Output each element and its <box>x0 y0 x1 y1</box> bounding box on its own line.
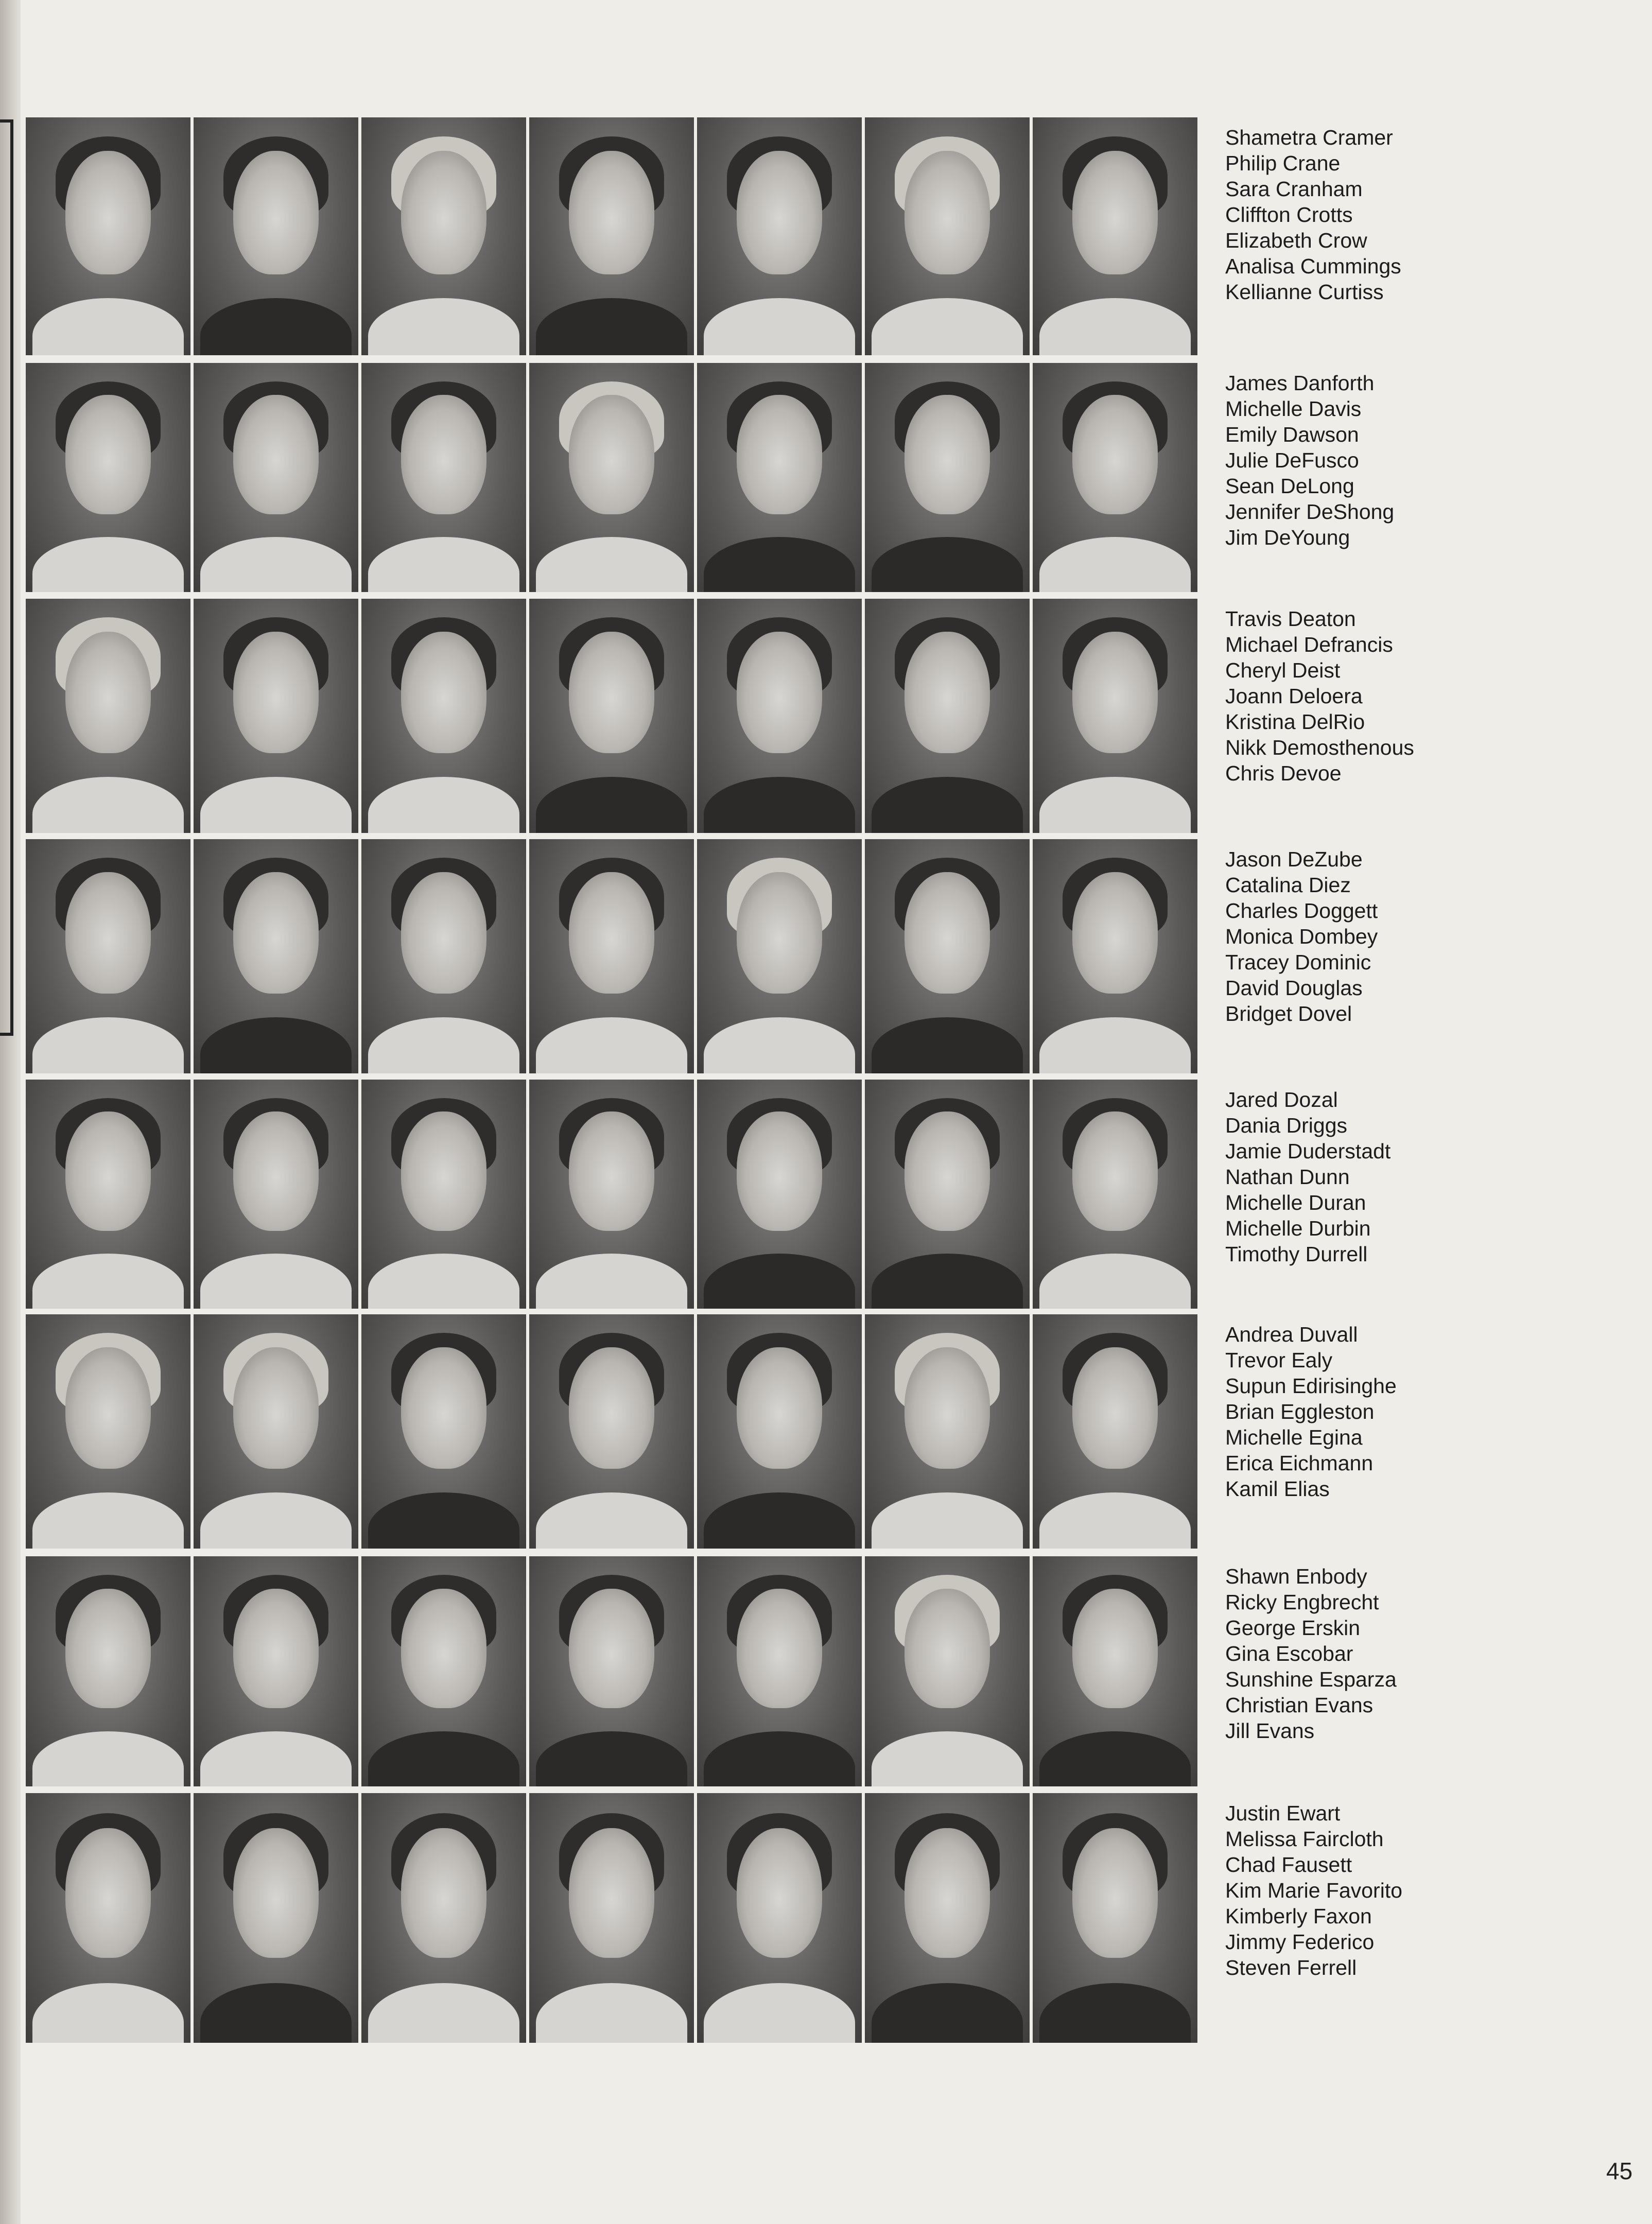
student-name: Melissa Faircloth <box>1225 1827 1384 1851</box>
student-portrait <box>865 363 1030 592</box>
student-name: Supun Edirisinghe <box>1225 1374 1397 1398</box>
student-name: Kellianne Curtiss <box>1225 280 1384 304</box>
student-portrait <box>194 599 358 833</box>
portrait-row <box>26 1314 1637 1549</box>
portrait-head <box>401 1111 486 1230</box>
portrait-head <box>905 1111 990 1230</box>
portrait-head <box>905 632 990 754</box>
student-name: James Danforth <box>1225 371 1375 395</box>
portrait-head <box>401 1347 486 1469</box>
student-portrait <box>529 1080 694 1309</box>
portrait-photo-strip <box>26 1556 1199 1786</box>
portrait-shoulders <box>536 537 687 592</box>
student-portrait <box>865 1556 1030 1786</box>
portrait-shoulders <box>704 1492 855 1549</box>
student-name: Kimberly Faxon <box>1225 1904 1372 1928</box>
portrait-head <box>233 1589 319 1708</box>
portrait-shoulders <box>200 1254 352 1309</box>
student-portrait <box>865 599 1030 833</box>
student-portrait <box>529 839 694 1073</box>
student-portrait <box>529 1314 694 1549</box>
portrait-shoulders <box>32 1017 184 1073</box>
student-portrait <box>194 363 358 592</box>
student-name: Jim DeYoung <box>1225 526 1350 549</box>
portrait-head <box>1072 151 1158 274</box>
student-name: Sara Cranham <box>1225 177 1363 201</box>
portrait-shoulders <box>368 537 519 592</box>
student-portrait <box>529 1556 694 1786</box>
portrait-shoulders <box>872 777 1023 833</box>
portrait-photo-strip <box>26 1314 1199 1549</box>
portrait-shoulders <box>32 1983 184 2043</box>
student-portrait <box>361 1793 526 2043</box>
student-name: Michael Defrancis <box>1225 633 1393 656</box>
portrait-shoulders <box>536 1254 687 1309</box>
portrait-head <box>401 1828 486 1958</box>
portrait-head <box>905 872 990 994</box>
student-name: Cliffton Crotts <box>1225 203 1353 227</box>
student-name: Michelle Durbin <box>1225 1217 1371 1240</box>
portrait-head <box>569 1828 654 1958</box>
student-name: Trevor Ealy <box>1225 1348 1333 1372</box>
portrait-photo-strip <box>26 1793 1199 2043</box>
portrait-head <box>65 1111 151 1230</box>
student-portrait <box>194 117 358 355</box>
portrait-head <box>737 632 822 754</box>
student-name: Gina Escobar <box>1225 1642 1353 1665</box>
student-portrait <box>865 1080 1030 1309</box>
portrait-shoulders <box>32 1492 184 1549</box>
student-portrait <box>865 839 1030 1073</box>
portrait-photo-strip <box>26 599 1199 833</box>
portrait-shoulders <box>32 1731 184 1786</box>
student-name: Erica Eichmann <box>1225 1451 1373 1475</box>
student-name: Dania Driggs <box>1225 1114 1347 1137</box>
portrait-shoulders <box>368 1983 519 2043</box>
student-portrait <box>194 1080 358 1309</box>
student-name: Kristina DelRio <box>1225 710 1365 734</box>
portrait-shoulders <box>368 1017 519 1073</box>
portrait-shoulders <box>704 1254 855 1309</box>
portrait-row <box>26 599 1637 833</box>
student-name: Sean DeLong <box>1225 474 1354 498</box>
portrait-head <box>401 872 486 994</box>
portrait-head <box>737 1828 822 1958</box>
student-name-list <box>1225 606 1414 786</box>
portrait-head <box>1072 1111 1158 1230</box>
student-name: Jared Dozal <box>1225 1088 1338 1111</box>
portrait-shoulders <box>200 298 352 355</box>
portrait-row <box>26 1793 1637 2043</box>
student-name: Ricky Engbrecht <box>1225 1590 1379 1614</box>
page-number: 45 <box>1606 2158 1633 2184</box>
portrait-head <box>905 151 990 274</box>
portrait-shoulders <box>536 777 687 833</box>
portrait-shoulders <box>704 1017 855 1073</box>
portrait-shoulders <box>704 777 855 833</box>
student-name-list <box>1225 846 1378 1027</box>
student-name-list <box>1225 125 1401 305</box>
student-portrait <box>361 363 526 592</box>
student-name: Michelle Davis <box>1225 397 1362 421</box>
student-name: Andrea Duvall <box>1225 1323 1358 1346</box>
portrait-shoulders <box>872 1983 1023 2043</box>
student-name: Travis Deaton <box>1225 607 1356 631</box>
portrait-head <box>1072 1589 1158 1708</box>
portrait-shoulders <box>368 1731 519 1786</box>
student-name: Bridget Dovel <box>1225 1002 1352 1026</box>
student-portrait <box>26 839 190 1073</box>
student-portrait <box>26 1793 190 2043</box>
portrait-head <box>737 872 822 994</box>
portrait-head <box>233 1828 319 1958</box>
student-name: George Erskin <box>1225 1616 1361 1640</box>
student-portrait <box>697 1080 862 1309</box>
portrait-head <box>65 632 151 754</box>
portrait-head <box>569 872 654 994</box>
student-portrait <box>194 839 358 1073</box>
student-portrait <box>361 599 526 833</box>
portrait-head <box>233 151 319 274</box>
student-name: Cheryl Deist <box>1225 658 1341 682</box>
portrait-shoulders <box>32 537 184 592</box>
portrait-head <box>905 395 990 514</box>
portrait-shoulders <box>1039 298 1191 355</box>
portrait-head <box>737 151 822 274</box>
portrait-shoulders <box>536 1017 687 1073</box>
portrait-head <box>737 1589 822 1708</box>
portrait-row <box>26 363 1637 592</box>
portrait-shoulders <box>32 298 184 355</box>
portrait-shoulders <box>872 537 1023 592</box>
student-name-list <box>1225 370 1394 550</box>
portrait-shoulders <box>704 537 855 592</box>
portrait-head <box>905 1347 990 1469</box>
student-portrait <box>1033 599 1197 833</box>
student-portrait <box>194 1793 358 2043</box>
student-name: David Douglas <box>1225 976 1363 1000</box>
portrait-head <box>401 632 486 754</box>
student-portrait <box>529 1793 694 2043</box>
student-portrait <box>1033 117 1197 355</box>
portrait-head <box>401 395 486 514</box>
portrait-shoulders <box>1039 537 1191 592</box>
student-name: Chad Fausett <box>1225 1853 1352 1876</box>
student-portrait <box>1033 1793 1197 2043</box>
student-portrait <box>697 839 862 1073</box>
portrait-head <box>65 1589 151 1708</box>
student-portrait <box>697 1314 862 1549</box>
portrait-head <box>905 1589 990 1708</box>
portrait-head <box>1072 1828 1158 1958</box>
student-portrait <box>26 1556 190 1786</box>
student-portrait <box>1033 363 1197 592</box>
student-portrait <box>361 1080 526 1309</box>
student-portrait <box>697 599 862 833</box>
student-name: Timothy Durrell <box>1225 1242 1368 1266</box>
portrait-shoulders <box>704 1731 855 1786</box>
student-portrait <box>26 1080 190 1309</box>
portrait-shoulders <box>368 1254 519 1309</box>
student-name-list <box>1225 1800 1402 1980</box>
student-name: Jennifer DeShong <box>1225 500 1395 524</box>
student-name: Elizabeth Crow <box>1225 229 1367 252</box>
portrait-shoulders <box>200 1731 352 1786</box>
student-name: Tracey Dominic <box>1225 950 1371 974</box>
portrait-head <box>569 151 654 274</box>
portrait-head <box>569 632 654 754</box>
portrait-photo-strip <box>26 839 1199 1073</box>
portrait-shoulders <box>872 1492 1023 1549</box>
portrait-row <box>26 1556 1637 1786</box>
student-portrait <box>697 1793 862 2043</box>
student-portrait <box>1033 839 1197 1073</box>
student-name-list <box>1225 1563 1397 1744</box>
portrait-shoulders <box>872 1017 1023 1073</box>
portrait-shoulders <box>368 1492 519 1549</box>
student-name: Steven Ferrell <box>1225 1956 1357 1979</box>
facing-page-frame <box>0 119 13 1036</box>
portrait-head <box>65 872 151 994</box>
student-portrait <box>361 1314 526 1549</box>
portrait-head <box>737 1347 822 1469</box>
student-portrait <box>697 363 862 592</box>
portrait-head <box>65 395 151 514</box>
student-portrait <box>361 117 526 355</box>
student-portrait <box>865 117 1030 355</box>
portrait-head <box>401 1589 486 1708</box>
student-portrait <box>697 117 862 355</box>
portrait-head <box>569 395 654 514</box>
portrait-shoulders <box>1039 1254 1191 1309</box>
portrait-shoulders <box>32 777 184 833</box>
portrait-photo-strip <box>26 363 1199 592</box>
student-name: Jamie Duderstadt <box>1225 1139 1391 1163</box>
portrait-shoulders <box>536 1731 687 1786</box>
portrait-head <box>233 395 319 514</box>
portrait-shoulders <box>200 1017 352 1073</box>
student-name: Brian Eggleston <box>1225 1400 1375 1423</box>
portrait-head <box>569 1589 654 1708</box>
student-portrait <box>529 117 694 355</box>
portrait-shoulders <box>872 1254 1023 1309</box>
student-name: Philip Crane <box>1225 151 1341 175</box>
portrait-shoulders <box>200 777 352 833</box>
portrait-shoulders <box>536 1983 687 2043</box>
student-portrait <box>26 1314 190 1549</box>
student-name: Michelle Egina <box>1225 1426 1363 1449</box>
student-name: Emily Dawson <box>1225 423 1359 446</box>
student-portrait <box>361 1556 526 1786</box>
student-name: Kim Marie Favorito <box>1225 1879 1403 1902</box>
portrait-shoulders <box>1039 1492 1191 1549</box>
student-name: Michelle Duran <box>1225 1191 1366 1214</box>
student-name: Catalina Diez <box>1225 873 1351 897</box>
portrait-head <box>65 1347 151 1469</box>
portrait-head <box>233 1111 319 1230</box>
student-name: Sunshine Esparza <box>1225 1667 1397 1691</box>
student-name: Nathan Dunn <box>1225 1165 1350 1189</box>
student-portrait <box>865 1314 1030 1549</box>
student-name: Shawn Enbody <box>1225 1565 1367 1588</box>
portrait-photo-strip <box>26 1080 1199 1309</box>
student-name-list <box>1225 1322 1397 1502</box>
student-name: Joann Deloera <box>1225 684 1363 708</box>
portrait-shoulders <box>1039 1731 1191 1786</box>
student-portrait <box>529 599 694 833</box>
student-name: Analisa Cummings <box>1225 254 1401 278</box>
student-portrait <box>26 363 190 592</box>
student-name: Julie DeFusco <box>1225 448 1359 472</box>
student-name: Charles Doggett <box>1225 899 1378 923</box>
student-name: Jill Evans <box>1225 1719 1315 1743</box>
student-name: Chris Devoe <box>1225 761 1342 785</box>
student-name: Justin Ewart <box>1225 1801 1341 1825</box>
portrait-shoulders <box>200 1492 352 1549</box>
portrait-head <box>569 1347 654 1469</box>
student-name: Jimmy Federico <box>1225 1930 1375 1954</box>
portrait-shoulders <box>1039 1983 1191 2043</box>
student-name: Monica Dombey <box>1225 925 1378 948</box>
portrait-head <box>737 1111 822 1230</box>
student-portrait <box>194 1556 358 1786</box>
portrait-shoulders <box>200 1983 352 2043</box>
student-portrait <box>697 1556 862 1786</box>
portrait-head <box>569 1111 654 1230</box>
portrait-row <box>26 839 1637 1073</box>
student-portrait <box>361 839 526 1073</box>
student-portrait <box>529 363 694 592</box>
portrait-head <box>1072 1347 1158 1469</box>
portrait-shoulders <box>32 1254 184 1309</box>
student-portrait <box>1033 1314 1197 1549</box>
portrait-head <box>65 1828 151 1958</box>
portrait-head <box>65 151 151 274</box>
student-portrait <box>26 117 190 355</box>
student-portrait <box>1033 1556 1197 1786</box>
portrait-head <box>905 1828 990 1958</box>
student-name: Jason DeZube <box>1225 847 1363 871</box>
portrait-shoulders <box>704 1983 855 2043</box>
portrait-shoulders <box>1039 1017 1191 1073</box>
portrait-photo-strip <box>26 117 1199 355</box>
portrait-head <box>233 1347 319 1469</box>
student-portrait <box>26 599 190 833</box>
portrait-shoulders <box>872 298 1023 355</box>
student-portrait <box>865 1793 1030 2043</box>
portrait-shoulders <box>536 298 687 355</box>
portrait-shoulders <box>704 298 855 355</box>
student-name: Kamil Elias <box>1225 1477 1330 1501</box>
portrait-head <box>233 872 319 994</box>
portrait-shoulders <box>872 1731 1023 1786</box>
portrait-shoulders <box>200 537 352 592</box>
portrait-shoulders <box>536 1492 687 1549</box>
student-name: Nikk Demosthenous <box>1225 736 1414 759</box>
portrait-head <box>233 632 319 754</box>
portrait-shoulders <box>368 298 519 355</box>
portrait-head <box>1072 872 1158 994</box>
portrait-head <box>1072 632 1158 754</box>
student-name: Shametra Cramer <box>1225 126 1393 149</box>
student-name: Christian Evans <box>1225 1693 1373 1717</box>
portrait-head <box>1072 395 1158 514</box>
student-name-list <box>1225 1087 1390 1267</box>
student-portrait <box>194 1314 358 1549</box>
portrait-head <box>737 395 822 514</box>
portrait-head <box>401 151 486 274</box>
portrait-row <box>26 117 1637 355</box>
portrait-shoulders <box>368 777 519 833</box>
portrait-shoulders <box>1039 777 1191 833</box>
portrait-row <box>26 1080 1637 1309</box>
student-portrait <box>1033 1080 1197 1309</box>
